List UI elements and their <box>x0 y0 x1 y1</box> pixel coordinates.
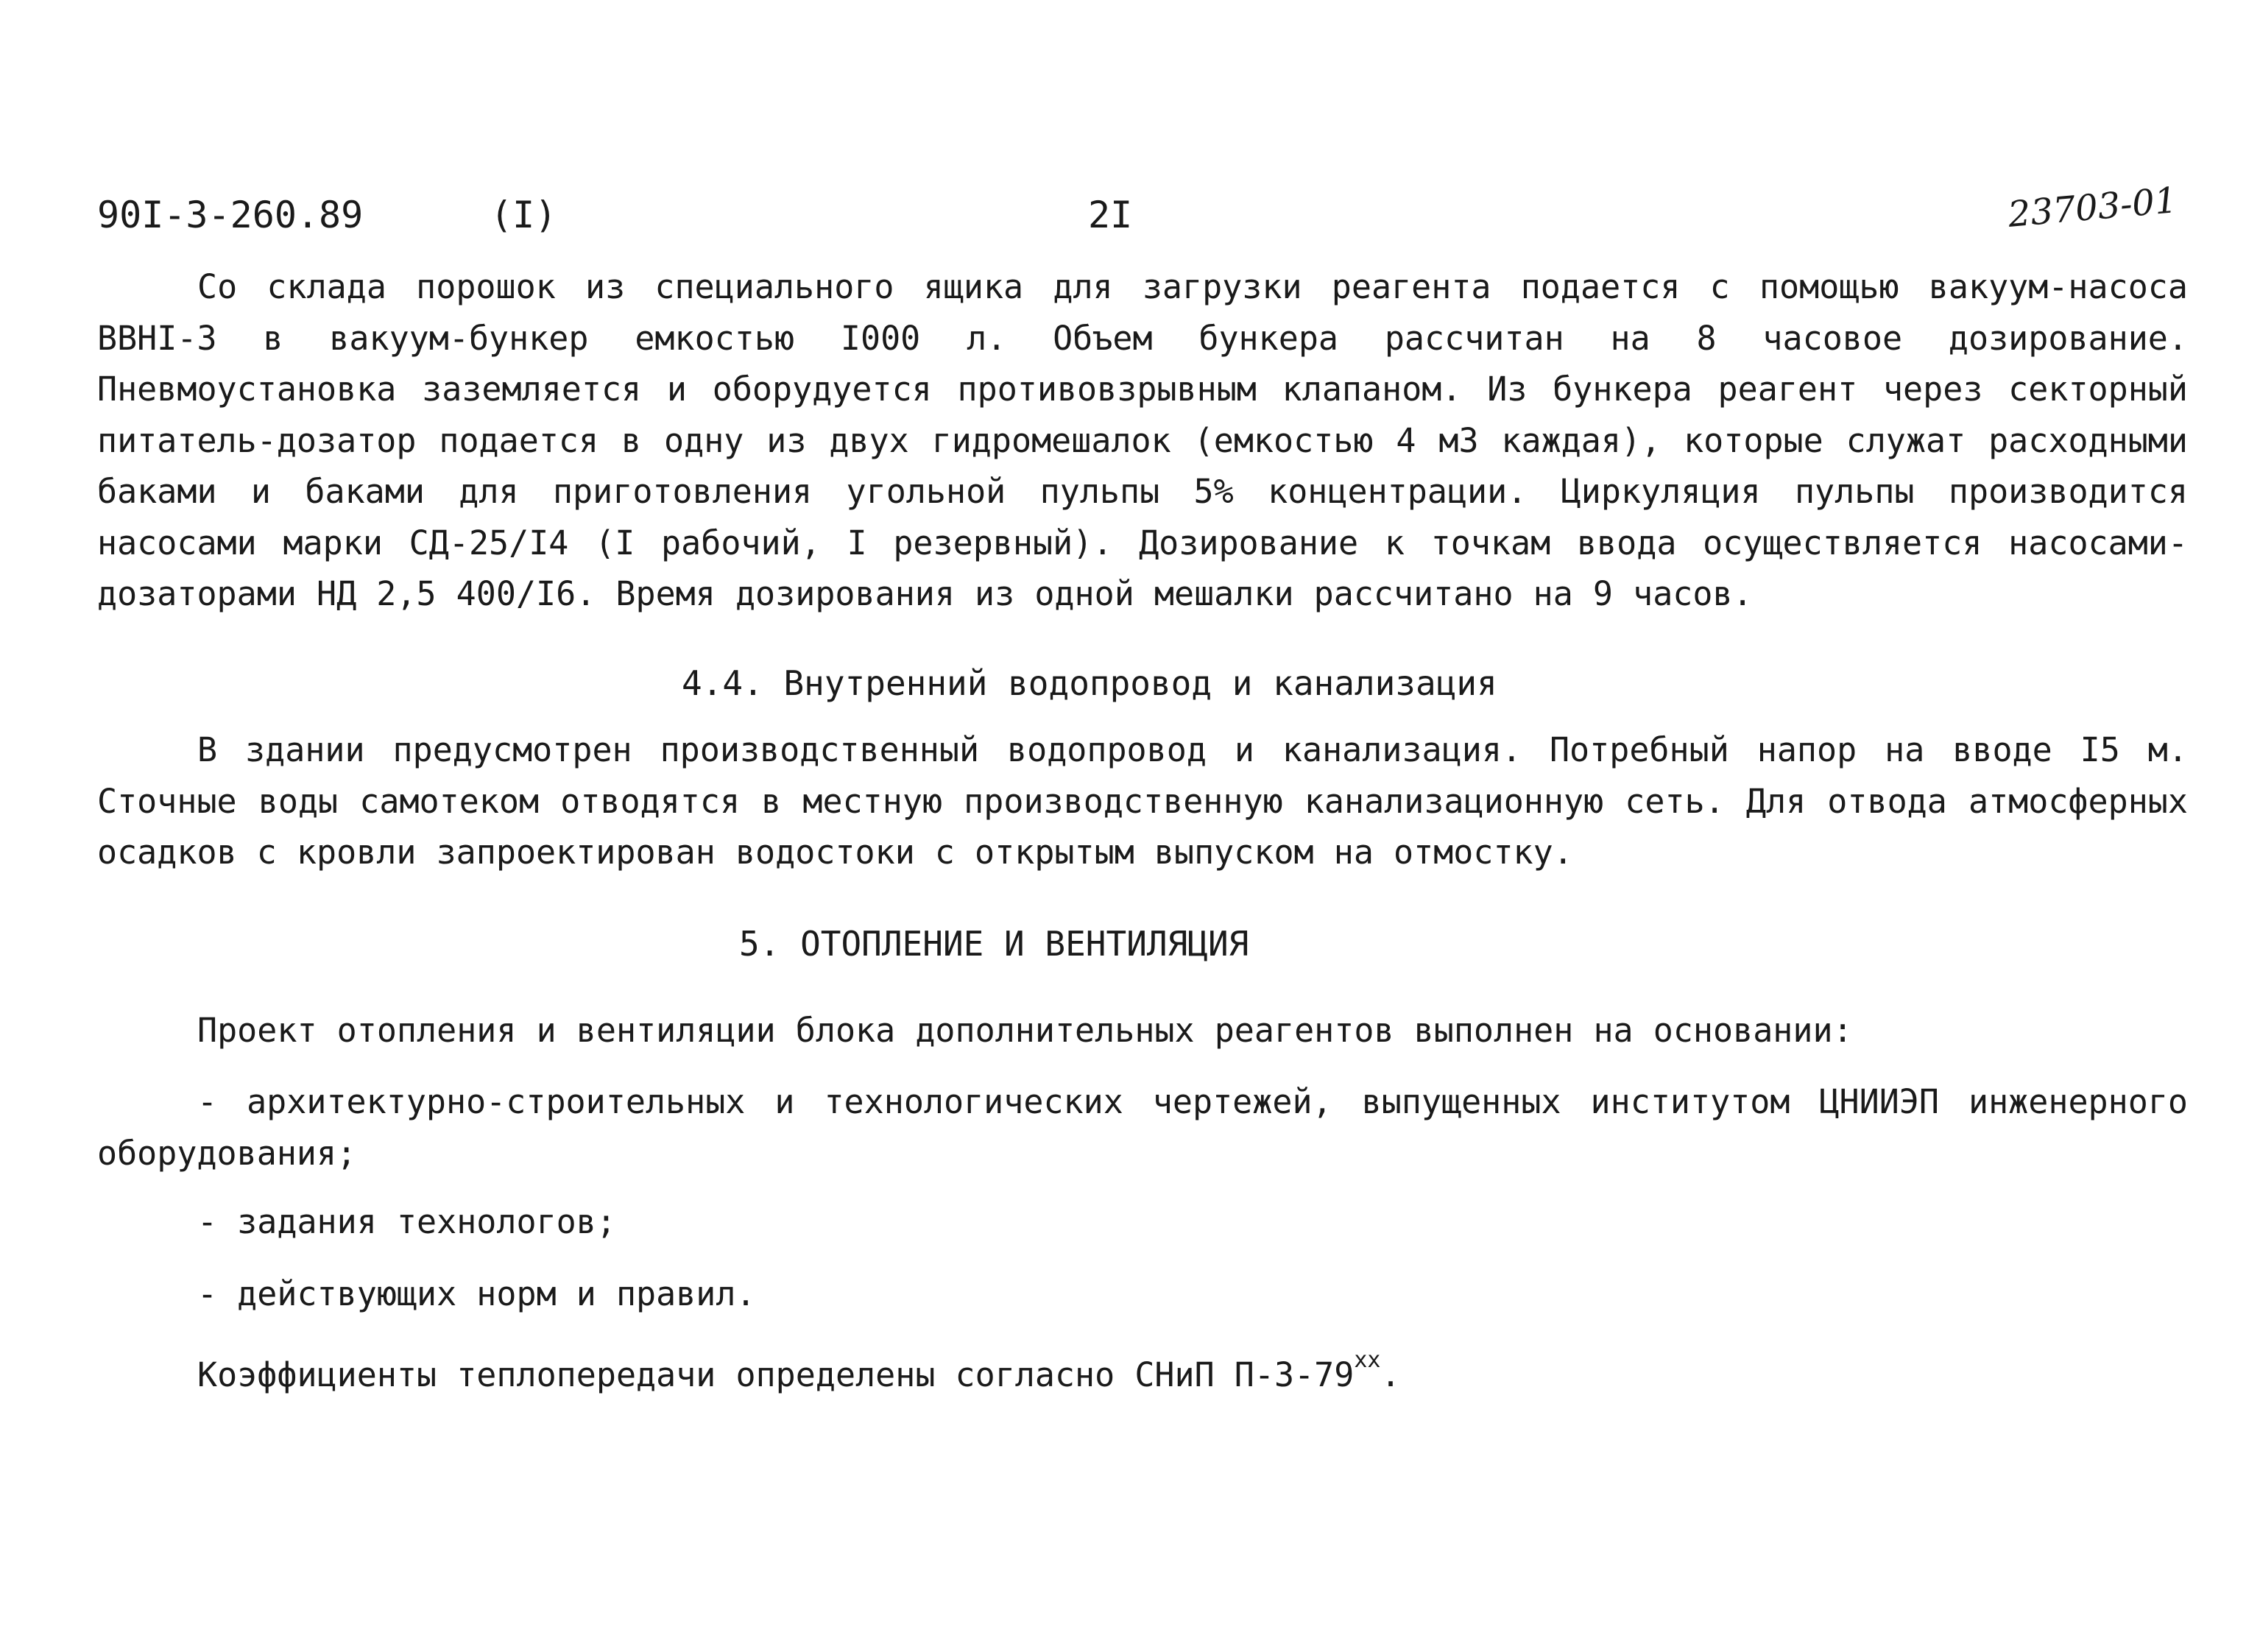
paragraph-reagent-dosing: Со склада порошок из специального ящика для загрузки реагента подается с помощью вакуум-насоса ВВНI-3 в вакуум-бункер емкостью I000 л. Объем бункера рассчитан на 8 часовое дозирование. Пневмоустановка заземляется и оборудуется противовзрывным клапаном. Из бункера реагент через секторный питатель-дозатор подается в одну из двух гидромешалок (емкостью 4 м3 каждая), которые служат расходными баками и баками для приготовления угольной пульпы 5% концентрации. Циркуляция пульпы производится насосами марки СД-25/I4 (I рабочий, I резервный). Дозирование к точкам ввода осуществляется насосами-дозаторами НД 2,5 400/I6. Время дозирования из одной мешалки рассчитано на 9 часов. <box>97 267 2188 613</box>
paragraph-heat-transfer-coefficients <box>197 1338 1401 1397</box>
list-item-basis-norms: - действующих норм и правил. <box>197 1274 756 1313</box>
coefficients-text: Коэффициенты теплопередачи определены согласно СНиП П-3-79 <box>197 1355 1355 1394</box>
inventory-number: 23703-01 <box>2006 180 2179 236</box>
coefficients-superscript: xx <box>1354 1347 1381 1373</box>
section-heading-heating-ventilation: 5. ОТОПЛЕНИЕ И ВЕНТИЛЯЦИЯ <box>739 924 1249 964</box>
list-item-basis-drawings: - архитектурно-строительных и технологических чертежей, выпущенных институтом ЦНИИЭП инженерного оборудования; <box>97 1082 2188 1173</box>
coefficients-period: . <box>1380 1355 1401 1394</box>
section-heading-water-supply: 4.4. Внутренний водопровод и канализация <box>682 663 1497 703</box>
page-number: 2I <box>1088 194 1133 236</box>
list-item-basis-assignments: - задания технологов; <box>197 1202 616 1241</box>
paragraph-heating-intro: Проект отопления и вентиляции блока дополнительных реагентов выполнен на основании: <box>197 1011 1853 1050</box>
paragraph-water-supply: В здании предусмотрен производственный водопровод и канализация. Потребный напор на вводе I5 м. Сточные воды самотеком отводятся в местную производственную канализационную сеть. Для отвода атмосферных осадков с кровли запроектирован водостоки с открытым выпуском на отмостку. <box>97 730 2188 872</box>
part-number: (I) <box>490 194 557 236</box>
document-code: 90I-3-260.89 <box>97 194 364 236</box>
